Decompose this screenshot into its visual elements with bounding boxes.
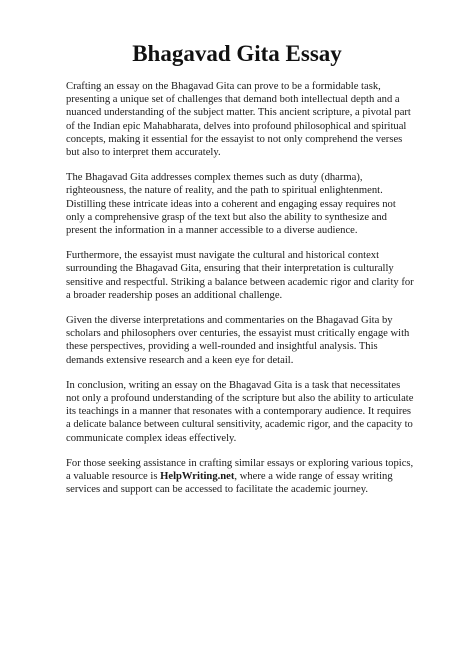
paragraph-intro: Crafting an essay on the Bhagavad Gita can prove to be a formidable task, presenting a unique set of challenges that demand both intellectual depth and a nuanced understanding of the subject matter. This ancient scripture, a pivotal part of the Indian epic Mahabharata, delves into profound philosophical and spiritual concepts, making it essential for the essayist to not only comprehend the verses but also to interpret them accurately. xyxy=(66,81,411,159)
resource-text-after: , where a wide range of essay writing services and support can be accessed to facilitate the academic journey. xyxy=(66,471,393,496)
paragraph-resource xyxy=(66,457,416,497)
document-title: Bhagavad Gita Essay xyxy=(132,41,342,66)
paragraph-context: Furthermore, the essayist must navigate the cultural and historical context surrounding the Bhagavad Gita, ensuring that their interpretation is culturally sensitive and respectful. Striking a balance between academic rigor and clarity for a broader readership poses an additional challenge. xyxy=(66,250,414,301)
resource-brand-link[interactable]: HelpWriting.net xyxy=(160,471,235,483)
paragraph-themes: The Bhagavad Gita addresses complex themes such as duty (dharma), righteousness, the nature of reality, and the path to spiritual enlightenment. Distilling these intricate ideas into a coherent and engaging essay requires not only a comprehensive grasp of the text but also the ability to synthesize and present the information in a manner accessible to a diverse audience. xyxy=(66,172,396,237)
paragraph-conclusion: In conclusion, writing an essay on the Bhagavad Gita is a task that necessitates not only a profound understanding of the scripture but also the ability to articulate its teachings in a manner that resonates with a contemporary audience. It requires a delicate balance between cultural sensitivity, academic rigor, and the capacity to communicate complex ideas effectively. xyxy=(66,379,414,444)
document-body xyxy=(66,80,416,508)
resource-text-before: For those seeking assistance in crafting similar essays or exploring various topics, a valuable resource is xyxy=(66,457,414,483)
paragraph-interpretations: Given the diverse interpretations and commentaries on the Bhagavad Gita by scholars and philosophers over centuries, the essayist must critically engage with these perspectives, providing a well-rounded and insightful analysis. This demands extensive research and a keen eye for detail. xyxy=(66,315,410,366)
